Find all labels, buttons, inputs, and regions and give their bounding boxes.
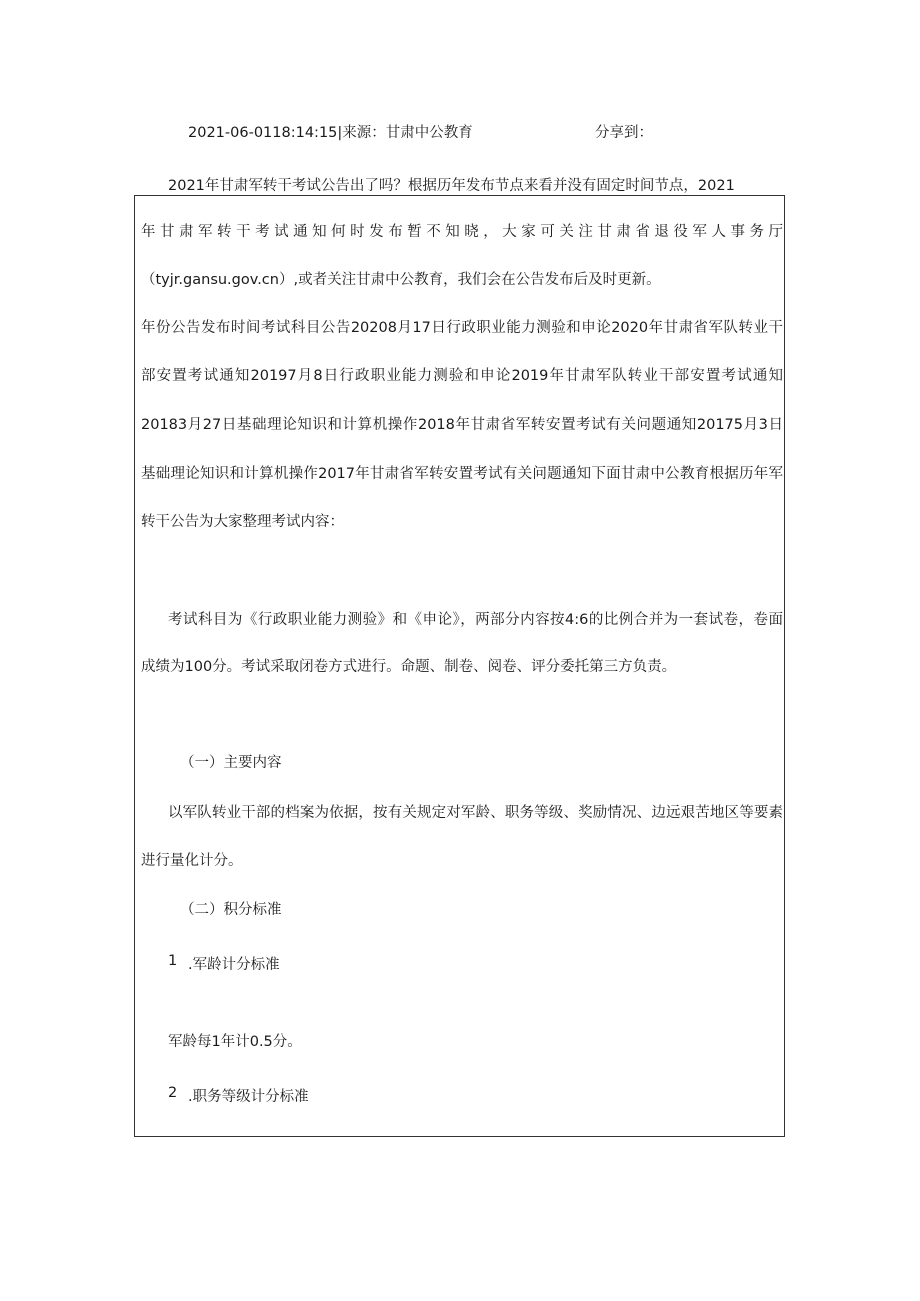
history-line-5: 转干公告为大家整理考试内容： xyxy=(141,514,344,530)
exam-line-1: 考试科目为《行政职业能力测验》和《申论》，两部分内容按4:6的比例合并为一套试卷，卷面 xyxy=(168,612,783,628)
history-line-1: 年份公告发布时间考试科目公告20208月17日行政职业能力测验和申论2020年甘肃省军队转业干 xyxy=(141,320,783,336)
item-1-text: 军龄每1年计0.5分。 xyxy=(168,1034,302,1050)
item-2-number: 2 xyxy=(168,1085,178,1101)
intro-line-2: 年甘肃军转干考试通知何时发布暂不知晓，大家可关注甘肃省退役军人事务厅 xyxy=(141,224,783,240)
section-1-line-2: 进行量化计分。 xyxy=(141,853,243,869)
history-line-3: 20183月27日基础理论知识和计算机操作2018年甘肃省军转安置考试有关问题通知20175月3日 xyxy=(141,417,783,433)
history-line-2: 部安置考试通知20197月8日行政职业能力测验和申论2019年甘肃军队转业干部安置考试通知 xyxy=(141,368,783,384)
item-2-label: .职务等级计分标准 xyxy=(188,1089,309,1105)
item-1-label: .军龄计分标准 xyxy=(188,957,280,973)
item-1-number: 1 xyxy=(168,953,178,969)
section-2-heading: （二）积分标准 xyxy=(180,902,282,918)
history-line-4: 基础理论知识和计算机操作2017年甘肃省军转安置考试有关问题通知下面甘肃中公教育根据历年军 xyxy=(141,466,783,482)
share-label[interactable]: 分享到： xyxy=(595,125,653,141)
article-date-source: 2021-06-0118:14:15|来源：甘肃中公教育 xyxy=(188,125,473,141)
intro-line-1: 2021年甘肃军转干考试公告出了吗？根据历年发布节点来看并没有固定时间节点，2021 xyxy=(168,178,735,194)
intro-line-3: （tyjr.gansu.gov.cn）,或者关注甘肃中公教育，我们会在公告发布后及时更新。 xyxy=(141,272,661,288)
section-1-line-1: 以军队转业干部的档案为依据，按有关规定对军龄、职务等级、奖励情况、边远艰苦地区等要素 xyxy=(168,805,783,821)
section-1-heading: （一）主要内容 xyxy=(180,755,282,771)
exam-line-2: 成绩为100分。考试采取闭卷方式进行。命题、制卷、阅卷、评分委托第三方负责。 xyxy=(141,659,677,675)
